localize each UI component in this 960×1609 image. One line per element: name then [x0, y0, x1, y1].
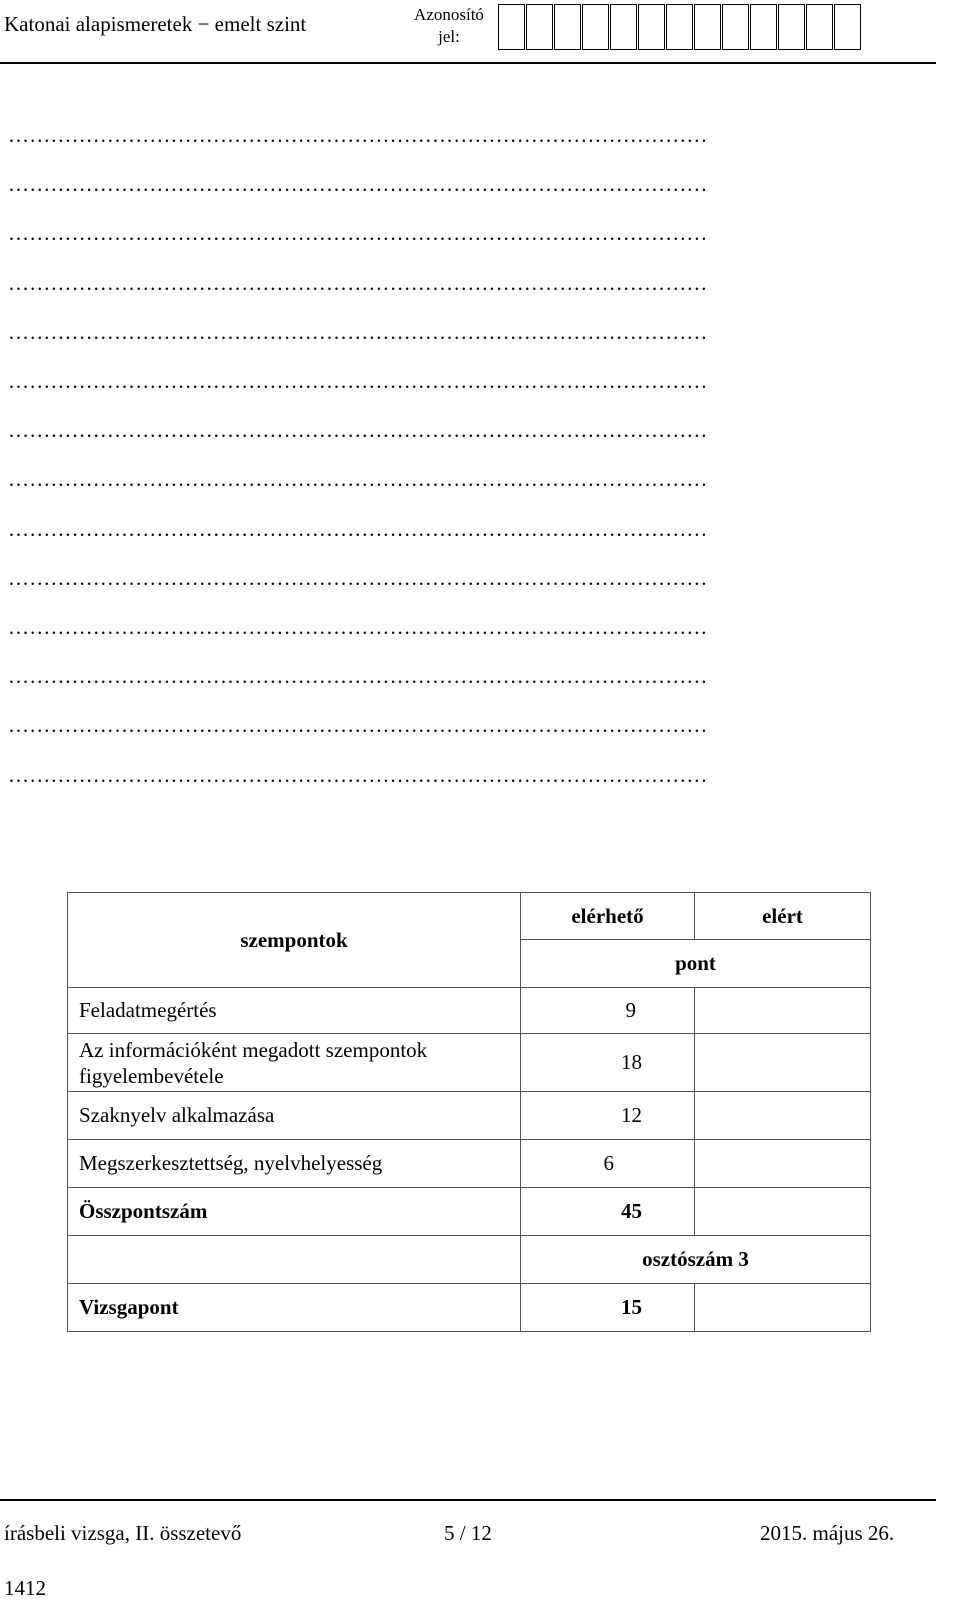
- exam-title: Katonai alapismeretek − emelt szint: [4, 12, 307, 36]
- id-digit-box[interactable]: [806, 4, 833, 50]
- answer-line[interactable]: ………………………………………………………………………………………: [8, 320, 708, 344]
- answer-line[interactable]: ………………………………………………………………………………………: [8, 467, 708, 491]
- footer-page-number: 5 / 12: [444, 1521, 492, 1545]
- total-label: Összpontszám: [68, 1188, 521, 1236]
- answer-line[interactable]: ………………………………………………………………………………………: [8, 664, 708, 688]
- achieved-header: elért: [695, 893, 871, 940]
- available-points: 18: [521, 1034, 695, 1092]
- divisor-label: osztószám 3: [521, 1236, 871, 1284]
- empty-cell: [68, 1236, 521, 1284]
- achieved-points-cell[interactable]: [695, 1140, 871, 1188]
- footer-divider: [0, 1499, 936, 1501]
- answer-line[interactable]: ………………………………………………………………………………………: [8, 763, 708, 787]
- available-header: elérhető: [521, 893, 695, 940]
- footer-code: 1412: [4, 1576, 46, 1600]
- achieved-points-cell[interactable]: [695, 1092, 871, 1140]
- answer-line[interactable]: ………………………………………………………………………………………: [8, 172, 708, 196]
- answer-line[interactable]: ………………………………………………………………………………………: [8, 369, 708, 393]
- id-digit-box[interactable]: [610, 4, 637, 50]
- exam-points-available: 15: [521, 1284, 695, 1332]
- achieved-points-cell[interactable]: [695, 988, 871, 1034]
- answer-line[interactable]: ………………………………………………………………………………………: [8, 418, 708, 442]
- id-digit-box[interactable]: [526, 4, 553, 50]
- id-digit-box[interactable]: [694, 4, 721, 50]
- footer-exam-part: írásbeli vizsga, II. összetevő: [4, 1521, 242, 1545]
- id-label-line1: Azonosító: [414, 5, 484, 24]
- id-digit-box[interactable]: [582, 4, 609, 50]
- answer-line[interactable]: ………………………………………………………………………………………: [8, 221, 708, 245]
- answer-line[interactable]: ………………………………………………………………………………………: [8, 615, 708, 639]
- id-digit-box[interactable]: [778, 4, 805, 50]
- id-label-line2: jel:: [438, 27, 460, 46]
- criterion-label: [68, 1034, 521, 1092]
- available-points: 6: [521, 1140, 695, 1188]
- id-digit-box[interactable]: [554, 4, 581, 50]
- available-points: 12: [521, 1092, 695, 1140]
- footer-date: 2015. május 26.: [760, 1521, 895, 1545]
- id-label: [404, 4, 494, 48]
- answer-line[interactable]: ………………………………………………………………………………………: [8, 123, 708, 147]
- criterion-label-line1: Az információként megadott szempontok: [79, 1037, 428, 1062]
- total-achieved-cell[interactable]: [695, 1188, 871, 1236]
- answer-line[interactable]: ………………………………………………………………………………………: [8, 517, 708, 541]
- id-input-boxes[interactable]: [498, 4, 862, 50]
- criteria-header: szempontok: [68, 893, 521, 988]
- id-digit-box[interactable]: [638, 4, 665, 50]
- id-digit-box[interactable]: [834, 4, 861, 50]
- exam-points-achieved-cell[interactable]: [695, 1284, 871, 1332]
- id-digit-box[interactable]: [722, 4, 749, 50]
- answer-line[interactable]: ………………………………………………………………………………………: [8, 713, 708, 737]
- id-digit-box[interactable]: [666, 4, 693, 50]
- available-points: 9: [521, 988, 695, 1034]
- header-divider: [0, 62, 936, 64]
- points-unit-header: pont: [521, 940, 871, 988]
- criterion-label: Szaknyelv alkalmazása: [68, 1092, 521, 1140]
- id-digit-box[interactable]: [498, 4, 525, 50]
- id-digit-box[interactable]: [750, 4, 777, 50]
- criterion-label: Feladatmegértés: [68, 988, 521, 1034]
- criterion-label-line2: figyelembevétele: [79, 1063, 224, 1088]
- score-table: [67, 892, 871, 1332]
- criterion-label: Megszerkesztettség, nyelvhelyesség: [68, 1140, 521, 1188]
- exam-points-label: Vizsgapont: [68, 1284, 521, 1332]
- answer-line[interactable]: ………………………………………………………………………………………: [8, 566, 708, 590]
- answer-line[interactable]: ………………………………………………………………………………………: [8, 271, 708, 295]
- achieved-points-cell[interactable]: [695, 1034, 871, 1092]
- total-available-points: 45: [521, 1188, 695, 1236]
